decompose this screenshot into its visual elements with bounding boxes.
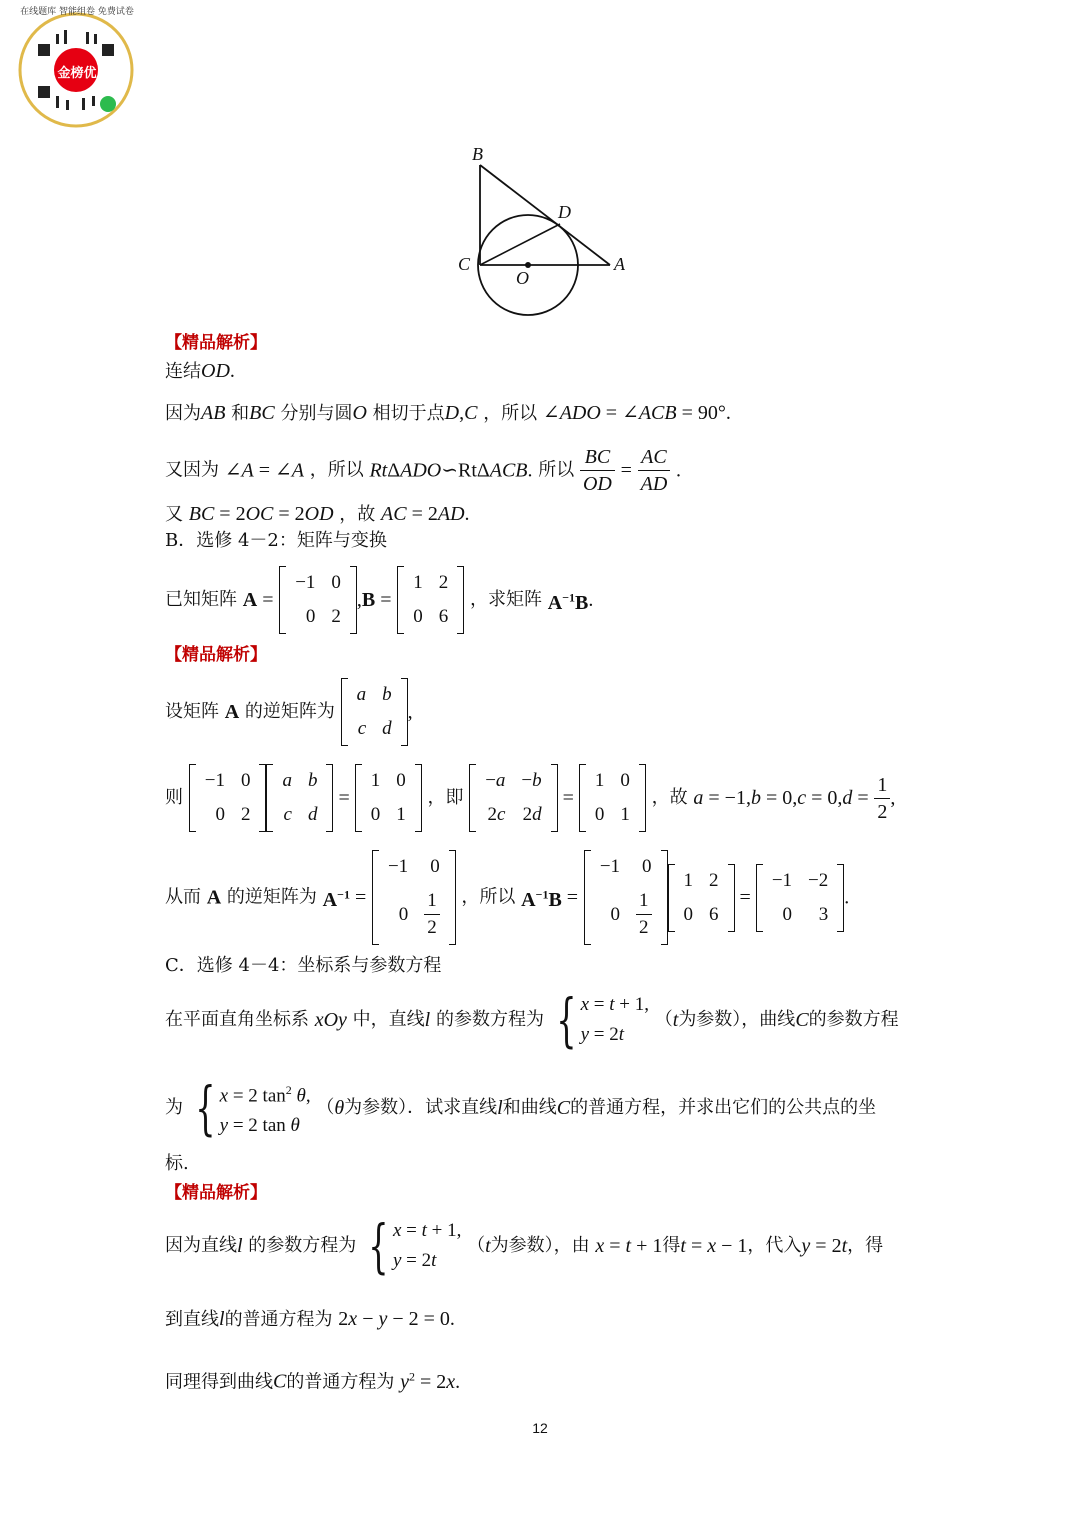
solution-c-line-2: 到直线l的普通方程为 2x − y − 2 = 0. xyxy=(165,1308,455,1330)
solution-a-line-4: 又 BC = 2OC = 2OD ，故 AC = 2AD. xyxy=(165,503,470,525)
analysis-heading-3: 【精品解析】 xyxy=(165,1183,267,1203)
solution-b-line-3: 从而 A 的逆矩阵为 $A^{-1}$ = −1 0 0 $\frac{1}{2}$ ，所以 $A^{-1}B$ = −1 0 0 $\frac{1}{2}$ 1 2 0 6 = −1 −2 0 3 . xyxy=(165,850,849,940)
section-c-question-1: 在平面直角坐标系 xOy 中，直线l 的参数方程为 { x = t + 1, y = 2t （t为参数），曲线C的参数方程 xyxy=(165,986,899,1054)
section-b-question: 已知矩阵 A = −1 0 0 2 ,B = 1 2 0 6 ，求矩阵 $A^{-1}B$. xyxy=(165,566,593,630)
label-O: O xyxy=(516,268,529,288)
analysis-heading-1: 【精品解析】 xyxy=(165,333,267,353)
solution-c-line-3: 同理得到曲线C的普通方程为 $y^2 = 2x$. xyxy=(165,1369,461,1393)
section-c-title: C．选修 4－4：坐标系与参数方程 xyxy=(165,955,442,976)
section-c-question-2: 为 { x = 2 $\tan^2 \theta$, y = 2 tan θ （θ为参数）．试求直线l和曲线C的普通方程，并求出它们的公共点的坐 xyxy=(165,1074,877,1143)
solution-b-line-2: 则 −1 0 0 2 a b c d = 1 0 0 1 ，即 −a −b 2c 2d = 1 0 0 1 ，故 a = −1,b = 0,c = 0,d = $\frac{1}{2}$ , xyxy=(165,764,895,828)
section-b-title: B．选修 4－2：矩阵与变换 xyxy=(165,530,387,551)
logo xyxy=(16,4,136,130)
logo-text: 金榜优 xyxy=(57,66,97,81)
solution-a-line-3: 又因为 ∠A = ∠A ，所以 RtΔADO∽RtΔACB. 所以 $\frac{BC}{OD}$ = $\frac{AC}{AD}$ . xyxy=(165,446,682,495)
logo-ring-text: 在线题库 智能组卷 免费试卷 xyxy=(20,7,134,17)
geometry-figure xyxy=(450,140,650,325)
section-c-question-3: 标. xyxy=(165,1153,189,1174)
solution-a-line-2: 因为AB 和BC 分别与圆O 相切于点D,C ，所以 ∠ADO = ∠ACB = 90°. xyxy=(165,402,731,424)
solution-b-line-1: 设矩阵 A 的逆矩阵为 a b c d , xyxy=(165,678,413,742)
solution-c-line-1: 因为直线l 的参数方程为 { x = t + 1, y = 2t （t为参数），由 x = t + 1得t = x − 1，代入y = 2t，得 xyxy=(165,1212,884,1280)
label-D: D xyxy=(558,202,571,222)
page-number: 12 xyxy=(532,1420,548,1436)
solution-a-line-1: 连结OD. xyxy=(165,360,235,382)
label-A: A xyxy=(614,254,625,274)
analysis-heading-2: 【精品解析】 xyxy=(165,645,267,665)
label-C: C xyxy=(458,254,471,274)
label-B: B xyxy=(472,144,483,164)
